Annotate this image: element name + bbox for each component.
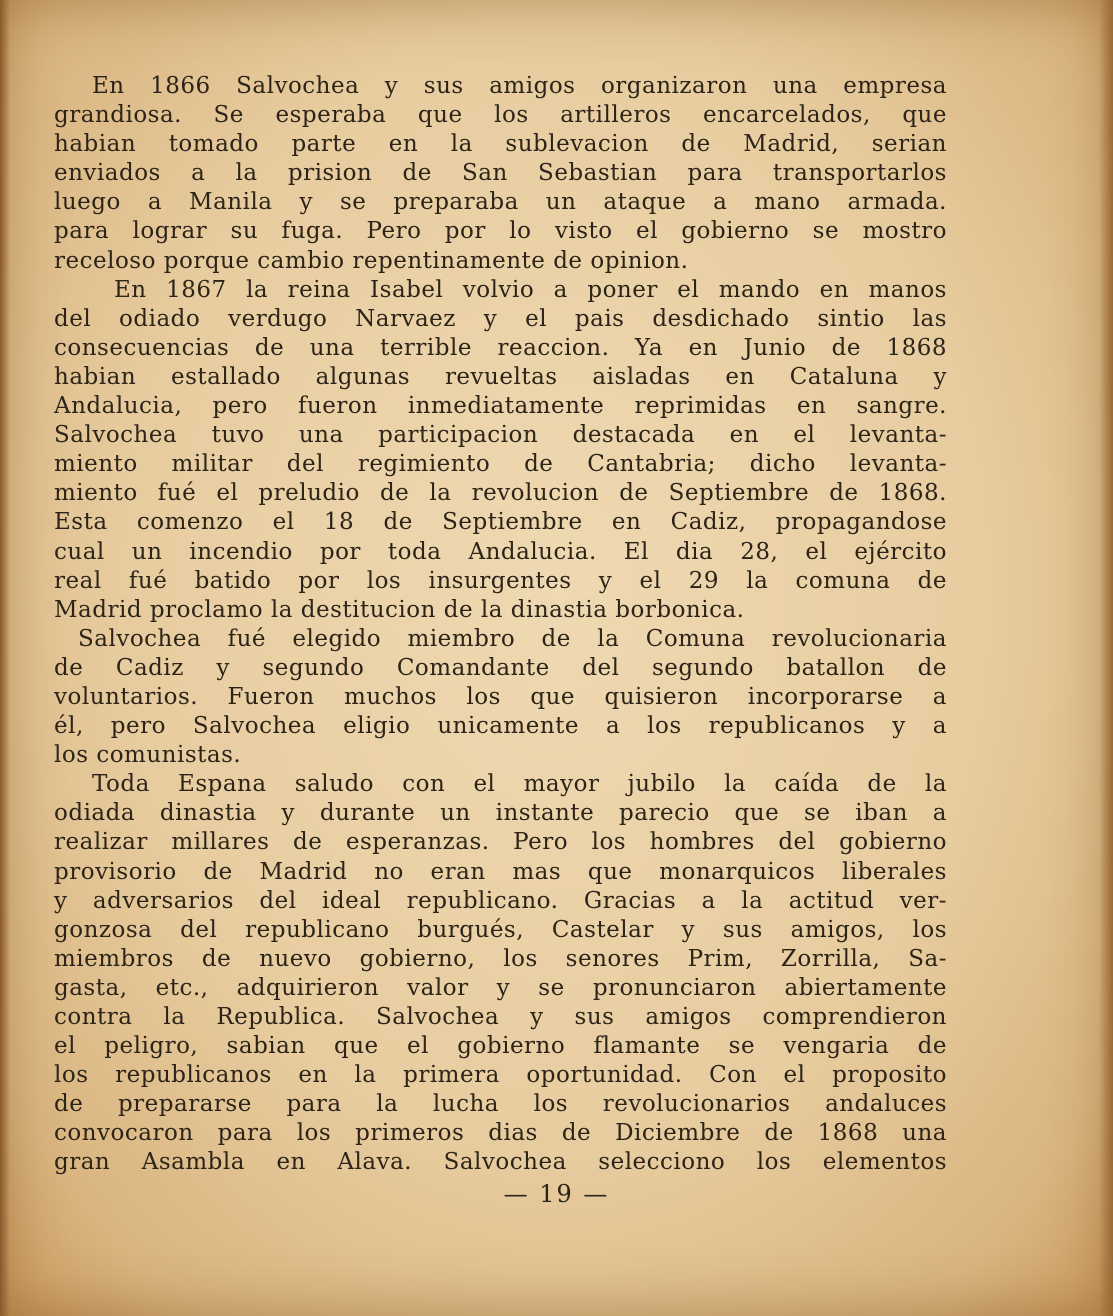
text-line: miento militar del regimiento de Cantabria; dicho levanta- — [54, 451, 947, 478]
paragraph-1 — [54, 72, 947, 276]
text-line: él, pero Salvochea eligio unicamente a los republicanos y a — [54, 713, 947, 740]
text-line: de prepararse para la lucha los revolucionarios andaluces — [54, 1091, 947, 1118]
page-number: — 19 — — [503, 1180, 610, 1208]
text-line: Andalucia, pero fueron inmediatamente reprimidas en sangre. — [54, 393, 947, 420]
text-line: Salvochea tuvo una participacion destacada en el levanta- — [54, 422, 947, 449]
text-line: odiada dinastia y durante un instante parecio que se iban a — [54, 800, 947, 827]
paragraph-4 — [54, 770, 947, 1177]
text-line: convocaron para los primeros dias de Diciembre de 1868 una — [54, 1120, 947, 1147]
paragraph-2 — [54, 276, 947, 625]
text-line: habian estallado algunas revueltas aisladas en Cataluna y — [54, 363, 947, 390]
text-line: Salvochea fué elegido miembro de la Comuna revolucionaria — [78, 625, 947, 652]
text-line: luego a Manila y se preparaba un ataque a mano armada. — [54, 189, 947, 216]
text-line: Esta comenzo el 18 de Septiembre en Cadiz, propagandose — [54, 509, 947, 536]
text-line: voluntarios. Fueron muchos los que quisieron incorporarse a — [54, 683, 947, 710]
page-edge-right — [1099, 0, 1113, 1316]
text-line: de Cadiz y segundo Comandante del segundo batallon de — [54, 654, 947, 681]
text-line: para lograr su fuga. Pero por lo visto el gobierno se mostro — [54, 218, 947, 245]
text-line: gonzosa del republicano burgués, Castelar y sus amigos, los — [54, 916, 947, 943]
text-line: En 1866 Salvochea y sus amigos organizaron una empresa — [92, 73, 947, 99]
text-line: el peligro, sabian que el gobierno flamante se vengaria de — [54, 1033, 947, 1060]
text-line: En 1867 la reina Isabel volvio a poner el mando en manos — [114, 276, 947, 303]
text-line: del odiado verdugo Narvaez y el pais desdichado sintio las — [54, 305, 947, 332]
text-line: los comunistas. — [54, 742, 242, 769]
text-line: miembros de nuevo gobierno, los senores Prim, Zorrilla, Sa- — [54, 945, 947, 972]
text-line: realizar millares de esperanzas. Pero los hombres del gobierno — [54, 829, 947, 856]
text-line: provisorio de Madrid no eran mas que monarquicos liberales — [54, 858, 947, 885]
body-text — [54, 72, 947, 1178]
text-line: habian tomado parte en la sublevacion de Madrid, serian — [54, 131, 947, 158]
text-line: los republicanos en la primera oportunidad. Con el proposito — [54, 1062, 947, 1089]
page-edge-left — [0, 0, 10, 1316]
text-line: receloso porque cambio repentinamente de opinion. — [54, 247, 689, 274]
text-line: real fué batido por los insurgentes y el 29 la comuna de — [54, 567, 947, 594]
text-line: cual un incendio por toda Andalucia. El dia 28, el ejército — [54, 538, 947, 565]
text-line: miento fué el preludio de la revolucion de Septiembre de 1868. — [54, 480, 947, 507]
text-line: gasta, etc., adquirieron valor y se pronunciaron abiertamente — [54, 974, 947, 1001]
text-line: gran Asambla en Alava. Salvochea selecciono los elementos — [54, 1149, 947, 1176]
text-line: y adversarios del ideal republicano. Gracias a la actitud ver- — [54, 887, 947, 914]
text-line: Madrid proclamo la destitucion de la dinastia borbonica. — [54, 596, 745, 623]
paragraph-3 — [54, 625, 947, 770]
text-line: Toda Espana saludo con el mayor jubilo la caída de la — [92, 771, 947, 798]
text-line: grandiosa. Se esperaba que los artilleros encarcelados, que — [54, 102, 947, 129]
text-line: contra la Republica. Salvochea y sus amigos comprendieron — [54, 1004, 947, 1030]
text-line: enviados a la prision de San Sebastian para transportarlos — [54, 160, 947, 187]
text-line: consecuencias de una terrible reaccion. Ya en Junio de 1868 — [54, 334, 947, 361]
